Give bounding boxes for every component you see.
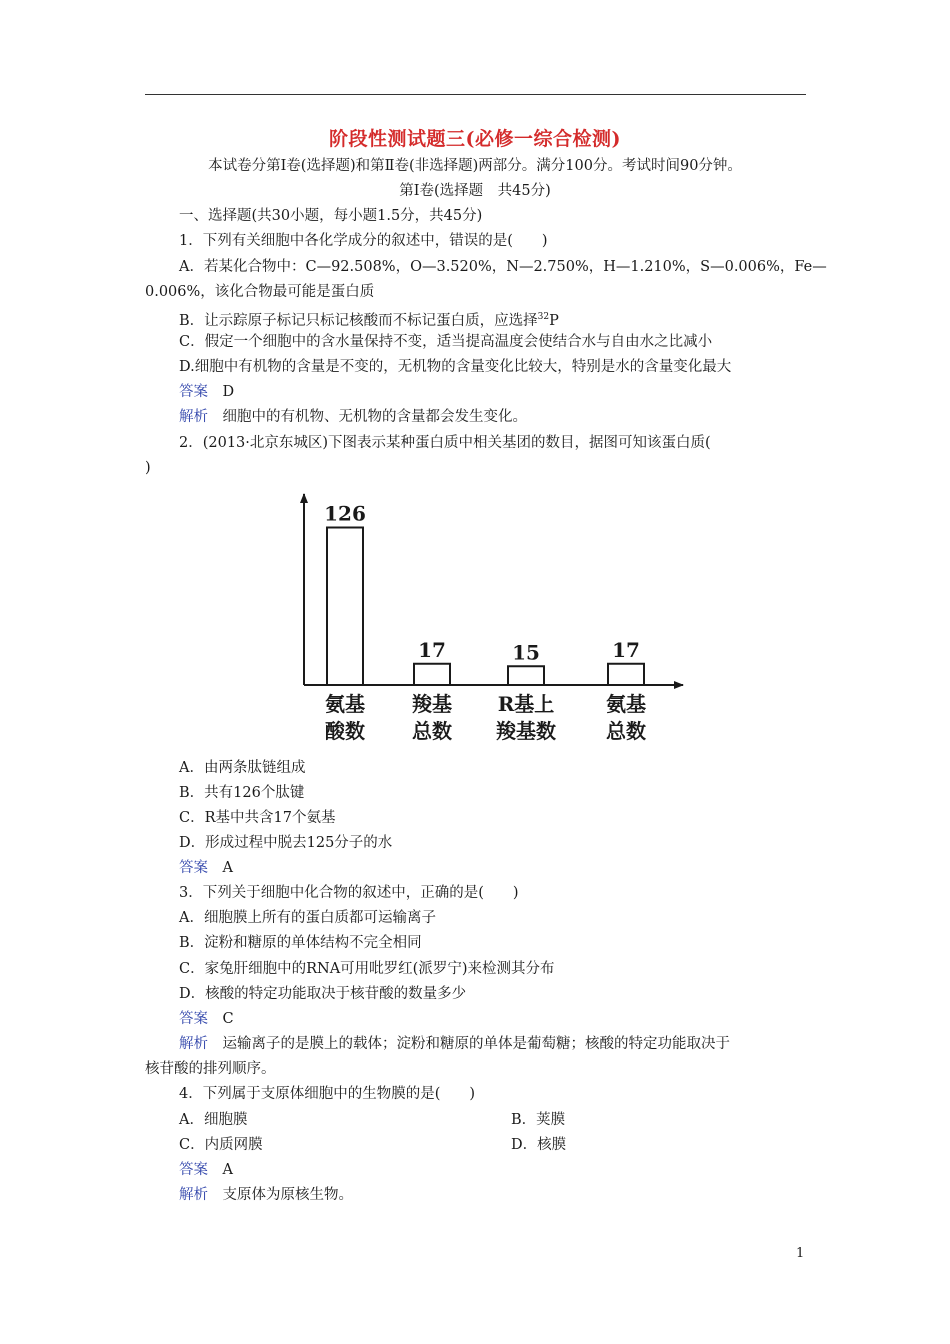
answer-value: A xyxy=(222,1162,233,1178)
q3-analysis-line1 xyxy=(179,1034,730,1054)
bar xyxy=(414,664,450,685)
q1-analysis xyxy=(179,407,527,427)
answer-value: A xyxy=(222,860,233,876)
q3-analysis-line2: 核苷酸的排列顺序。 xyxy=(145,1061,276,1077)
q2-stem-line1: 2．(2013·北京东城区)下图表示某种蛋白质中相关基团的数目，据图可知该蛋白质( xyxy=(179,435,711,451)
q4-option-b: B．荚膜 xyxy=(511,1112,566,1128)
q1-option-c: C．假定一个细胞中的含水量保持不变，适当提高温度会使结合水与自由水之比减小 xyxy=(179,334,713,350)
bar-value-label: 17 xyxy=(612,637,640,662)
q1-option-a-line1: A．若某化合物中：C—92.508%，O—3.520%，N—2.750%，H—1.210%，S—0.006%，Fe— xyxy=(179,259,827,275)
q3-stem: 3．下列关于细胞中化合物的叙述中，正确的是( ) xyxy=(179,885,519,901)
q3-option-c: C．家兔肝细胞中的RNA可用吡罗红(派罗宁)来检测其分布 xyxy=(179,961,555,977)
category-label: 羧基 xyxy=(412,692,452,716)
answer-label: 答案 xyxy=(179,860,208,876)
exam-intro: 本试卷分第Ⅰ卷(选择题)和第Ⅱ卷(非选择题)两部分。满分100分。考试时间90分钟。 xyxy=(208,158,742,174)
q2-option-d: D．形成过程中脱去125分子的水 xyxy=(179,835,393,851)
category-label: 氨基 xyxy=(325,692,365,716)
q4-option-d: D．核膜 xyxy=(511,1137,567,1153)
answer-value: D xyxy=(222,384,235,400)
q4-option-c: C．内质网膜 xyxy=(179,1137,263,1153)
bar xyxy=(327,528,363,686)
analysis-label: 解析 xyxy=(179,409,208,425)
category-label: 酸数 xyxy=(325,719,365,743)
q3-answer xyxy=(179,1009,234,1029)
bar-value-label: 17 xyxy=(418,637,446,662)
bar-value-label: 126 xyxy=(324,501,366,526)
q1-option-b-isotope-mass: 32 xyxy=(537,312,550,322)
category-label: R基上 xyxy=(497,692,555,716)
q1-option-a-line2: 0.006%，该化合物最可能是蛋白质 xyxy=(145,284,375,300)
category-label: 总数 xyxy=(412,719,452,743)
analysis-text: 支原体为原核生物。 xyxy=(222,1187,353,1203)
q2-stem-line2: ) xyxy=(145,460,151,476)
q1-option-b-text: B．让示踪原子标记只标记核酸而不标记蛋白质，应选择 xyxy=(179,313,538,329)
answer-value: C xyxy=(222,1011,234,1027)
q3-option-d: D．核酸的特定功能取决于核苷酸的数量多少 xyxy=(179,986,467,1002)
q4-answer xyxy=(179,1160,233,1180)
answer-label: 答案 xyxy=(179,1011,208,1027)
q2-option-a: A．由两条肽链组成 xyxy=(179,760,306,776)
page-title: 阶段性测试题三(必修一综合检测) xyxy=(329,128,621,150)
part-heading: 第Ⅰ卷(选择题 共45分) xyxy=(399,183,551,199)
q1-answer xyxy=(179,382,234,402)
category-label: 氨基 xyxy=(606,692,646,716)
q1-stem: 1．下列有关细胞中各化学成分的叙述中，错误的是( ) xyxy=(179,233,548,249)
bar xyxy=(608,664,644,685)
category-label: 总数 xyxy=(606,719,646,743)
top-rule xyxy=(145,94,806,95)
q1-option-b-element: P xyxy=(549,313,559,329)
q2-option-c: C．R基中共含17个氨基 xyxy=(179,810,336,826)
section-heading: 一、选择题(共30小题，每小题1.5分，共45分) xyxy=(179,208,483,224)
q3-option-a: A．细胞膜上所有的蛋白质都可运输离子 xyxy=(179,910,436,926)
q1-option-b xyxy=(179,307,559,331)
q4-stem: 4．下列属于支原体细胞中的生物膜的是( ) xyxy=(179,1086,476,1102)
answer-label: 答案 xyxy=(179,384,208,400)
answer-label: 答案 xyxy=(179,1162,208,1178)
analysis-text: 运输离子的是膜上的载体；淀粉和糖原的单体是葡萄糖；核酸的特定功能取决于 xyxy=(222,1036,730,1052)
q2-option-b: B．共有126个肽键 xyxy=(179,785,305,801)
bar xyxy=(508,666,544,685)
bar-chart xyxy=(290,488,690,750)
q4-analysis xyxy=(179,1185,353,1205)
q4-option-a: A．细胞膜 xyxy=(179,1112,248,1128)
q3-option-b: B．淀粉和糖原的单体结构不完全相同 xyxy=(179,935,422,951)
q2-answer xyxy=(179,858,233,878)
bar-value-label: 15 xyxy=(512,640,540,665)
analysis-label: 解析 xyxy=(179,1036,208,1052)
page-number: 1 xyxy=(796,1246,805,1261)
category-label: 羧基数 xyxy=(496,719,556,743)
q1-option-d: D.细胞中有机物的含量是不变的，无机物的含量变化比较大，特别是水的含量变化最大 xyxy=(179,359,732,375)
analysis-text: 细胞中的有机物、无机物的含量都会发生变化。 xyxy=(222,409,527,425)
analysis-label: 解析 xyxy=(179,1187,208,1203)
